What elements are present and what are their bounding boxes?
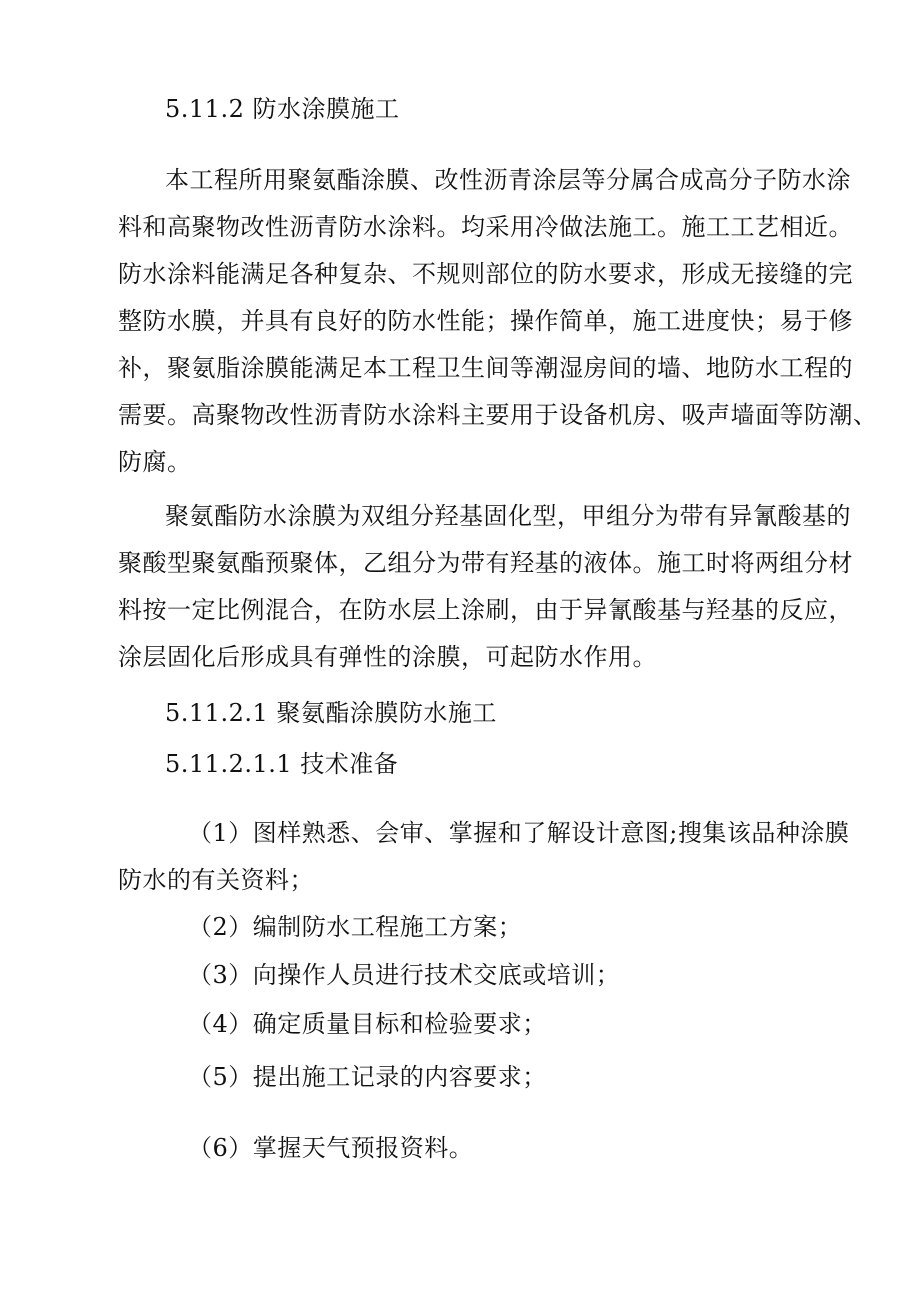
paragraph-1-line-7: 防腐。 [118,448,192,476]
section-heading-5-11-2-1-1: 5.11.2.1.1 技术准备 [165,750,399,778]
paragraph-1-line-6: 需要。高聚物改性沥青防水涂料主要用于设备机房、吸声墙面等防潮、 [118,401,878,429]
paragraph-2-line-3: 料按一定比例混合，在防水层上涂刷，由于异氰酸基与羟基的反应， [118,596,853,624]
paragraph-2-line-2: 聚酸型聚氨酯预聚体，乙组分为带有羟基的液体。施工时将两组分材 [118,549,853,577]
list-item-6: （6）掌握天气预报资料。 [188,1134,474,1162]
paragraph-2-line-1: 聚氨酯防水涂膜为双组分羟基固化型，甲组分为带有异氰酸基的 [165,502,851,530]
list-item-2: （2）编制防水工程施工方案； [188,913,523,941]
paragraph-1-line-3: 防水涂料能满足各种复杂、不规则部位的防水要求，形成无接缝的完 [118,260,853,288]
paragraph-1-line-4: 整防水膜，并具有良好的防水性能；操作简单，施工进度快；易于修 [118,307,853,335]
section-heading-5-11-2: 5.11.2 防水涂膜施工 [165,95,400,123]
paragraph-1-line-1: 本工程所用聚氨酯涂膜、改性沥青涂层等分属合成高分子防水涂 [165,166,851,194]
list-item-1-line-2: 防水的有关资料； [118,866,314,894]
paragraph-1-line-2: 料和高聚物改性沥青防水涂料。均采用冷做法施工。施工工艺相近。 [118,213,853,241]
paragraph-2-line-4: 涂层固化后形成具有弹性的涂膜，可起防水作用。 [118,643,657,671]
list-item-3: （3）向操作人员进行技术交底或培训； [188,961,621,989]
section-heading-5-11-2-1: 5.11.2.1 聚氨酯涂膜防水施工 [165,699,497,727]
list-item-5: （5）提出施工记录的内容要求； [188,1063,547,1091]
list-item-4: （4）确定质量目标和检验要求； [188,1010,547,1038]
list-item-1-line-1: （1）图样熟悉、会审、掌握和了解设计意图;搜集该品种涂膜 [188,819,850,847]
paragraph-1-line-5: 补，聚氨脂涂膜能满足本工程卫生间等潮湿房间的墙、地防水工程的 [118,354,853,382]
